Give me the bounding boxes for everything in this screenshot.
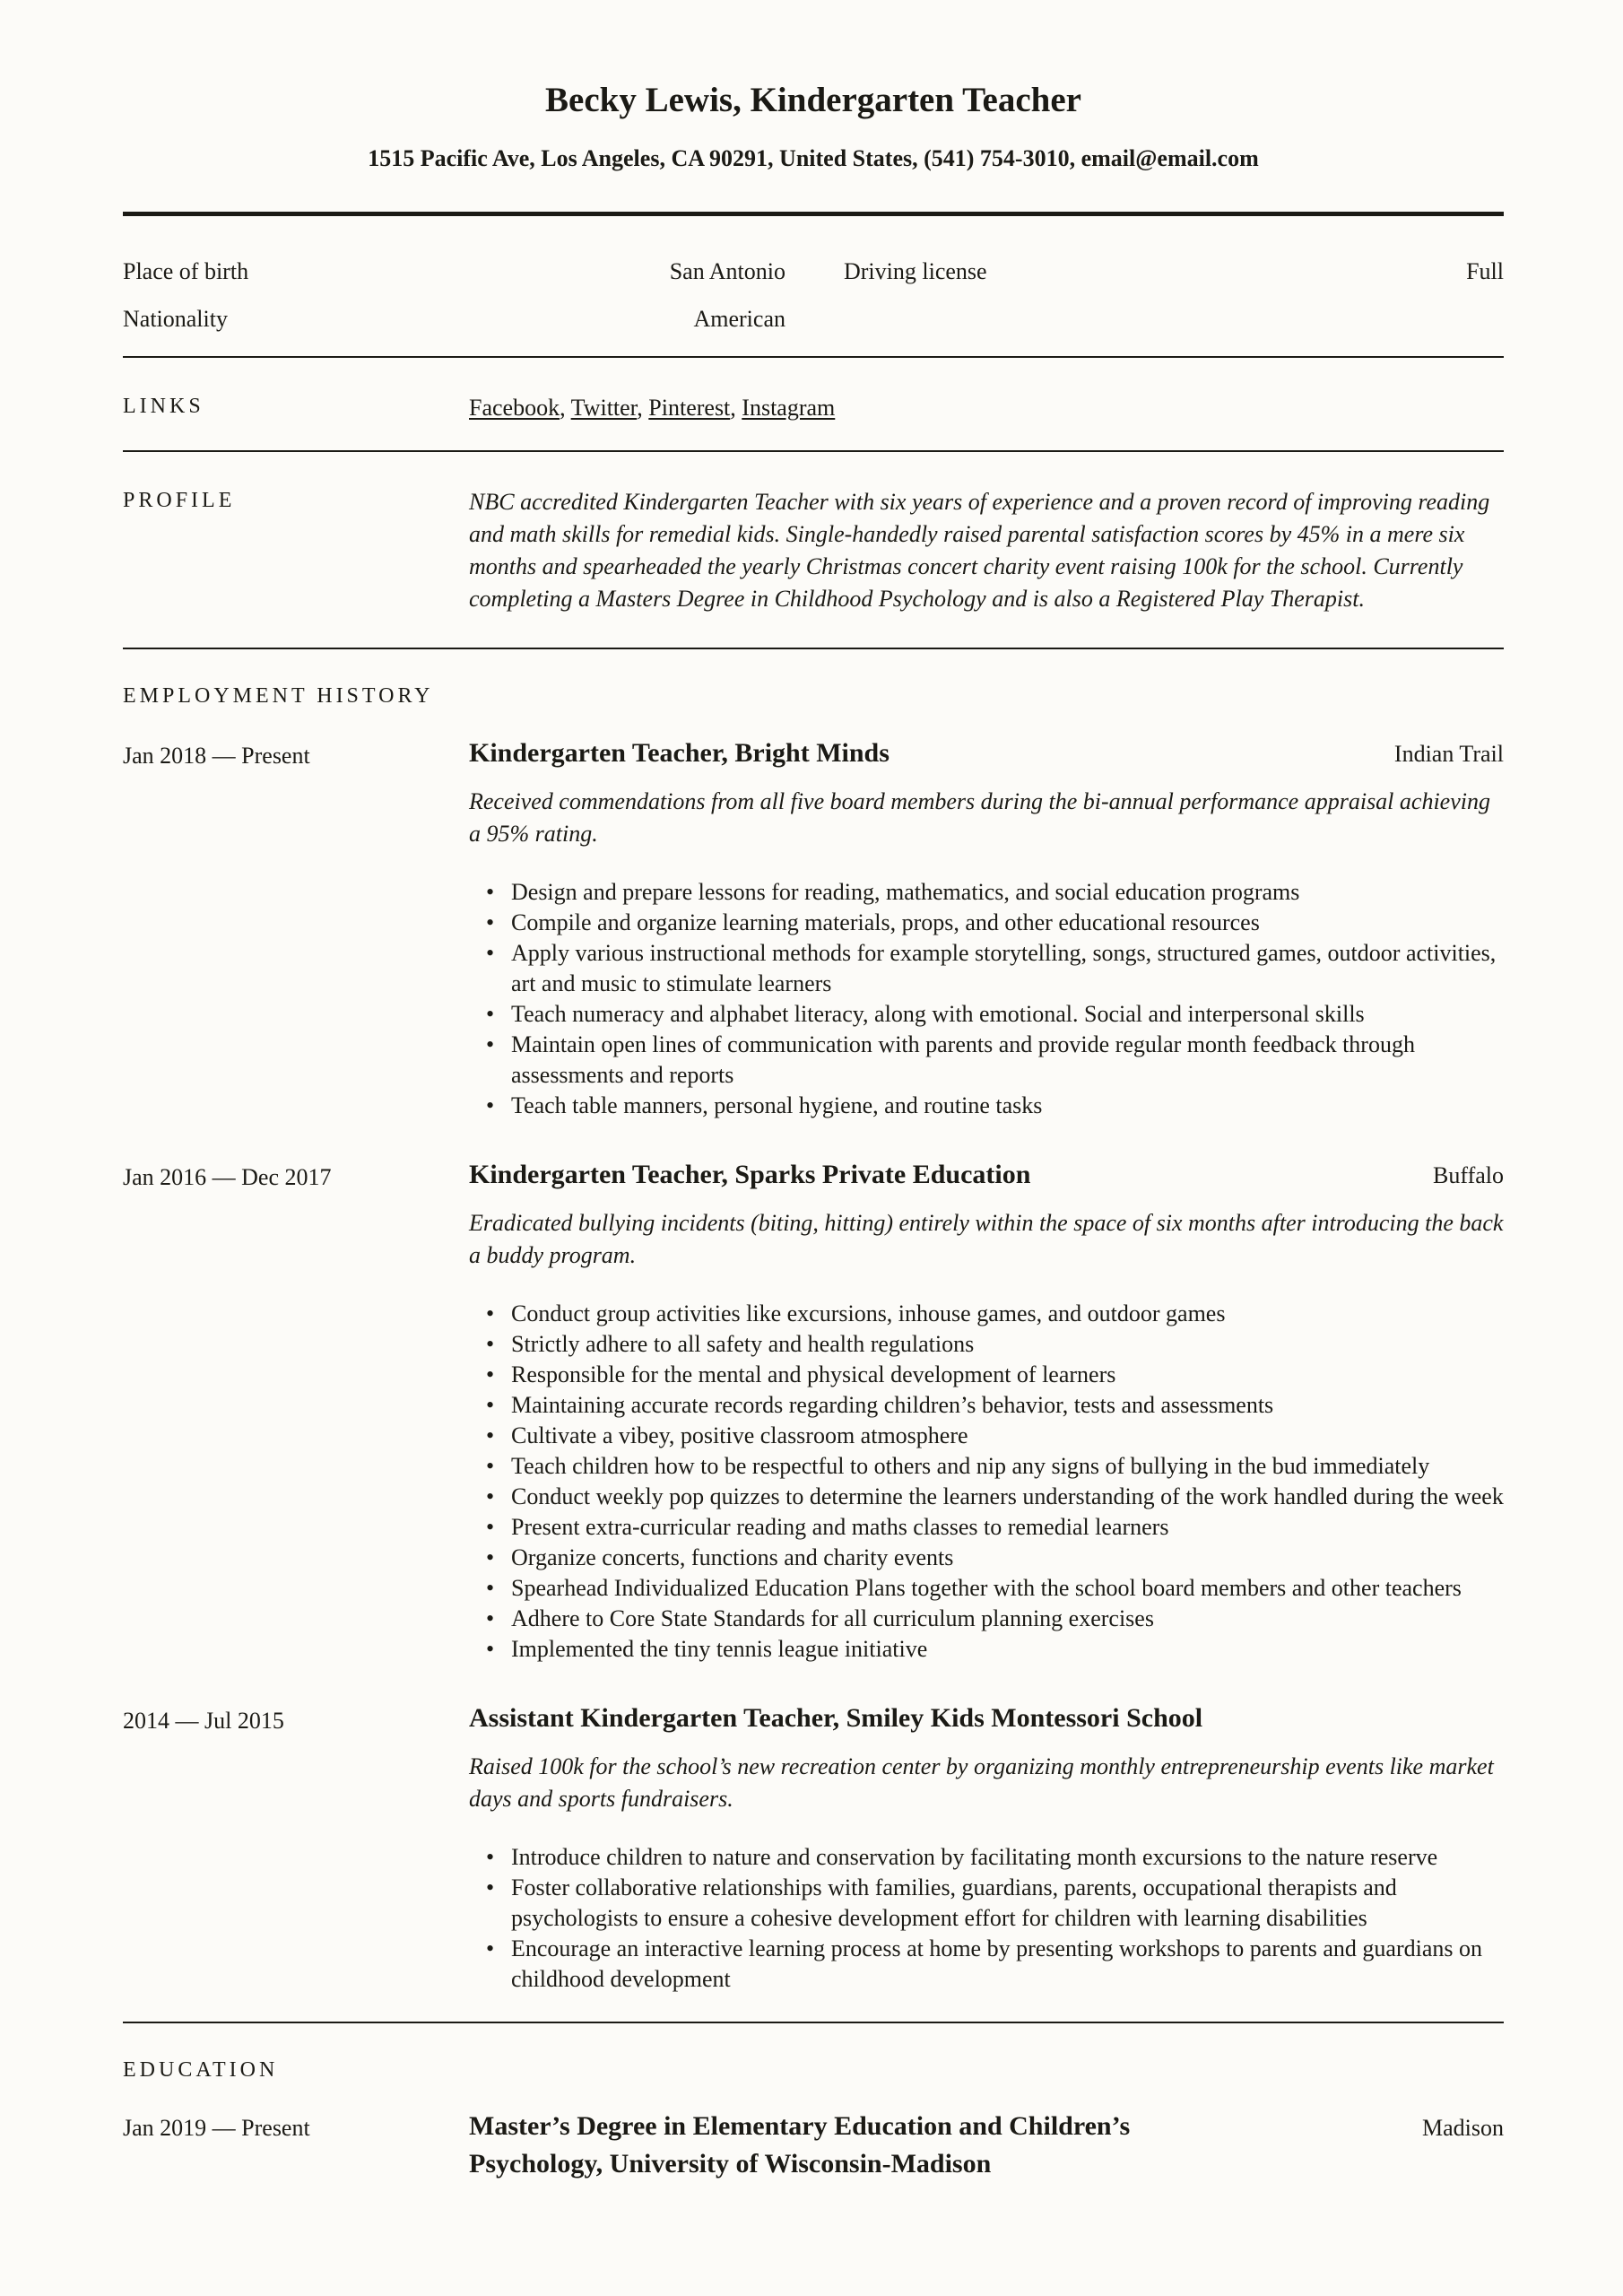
education-dates: Jan 2019 — Present [123,2115,310,2141]
resume-name: Becky Lewis, Kindergarten Teacher [545,81,1081,119]
job-bullets [469,1842,1504,1995]
job-entry [123,1157,1504,1665]
detail-label-nationality: Nationality [123,306,228,332]
job-header [469,1157,1504,1193]
bullet-item: • Teach table manners, personal hygiene, and routine tasks [511,1091,1504,1121]
job-dates: 2014 — Jul 2015 [123,1708,284,1734]
link-pinterest[interactable]: Pinterest [648,395,731,421]
job-summary: Raised 100k for the school’s new recreation center by organizing monthly entrepreneurship events like market days and sports fundraisers. [469,1753,1494,1812]
detail-label-driving-license: Driving license [844,258,987,284]
profile-section [123,452,1504,648]
bullet-item: • Design and prepare lessons for reading, mathematics, and social education programs [511,877,1504,908]
bullet-item: • Introduce children to nature and conservation by facilitating month excursions to the nature reserve [511,1842,1504,1873]
job-dates: Jan 2018 — Present [123,743,310,769]
bullet-item: • Teach children how to be respectful to others and nip any signs of bullying in the bud immediately [511,1451,1504,1482]
job-entry [123,1700,1504,1995]
detail-value-driving-license: Full [1466,258,1504,284]
job-title: Assistant Kindergarten Teacher, Smiley Kids Montessori School [469,1703,1203,1733]
links-section [123,358,1504,450]
link-instagram[interactable]: Instagram [742,395,836,421]
employment-section [123,649,1504,2022]
bullet-item: • Conduct group activities like excursions, inhouse games, and outdoor games [511,1299,1504,1329]
job-bullets [469,877,1504,1121]
details-section [123,216,1504,356]
detail-value-place-of-birth: San Antonio [669,258,785,284]
education-header [469,2108,1504,2183]
links-heading: LINKS [123,395,204,418]
bullet-item: • Implemented the tiny tennis league initiative [511,1634,1504,1665]
education-location: Madison [1422,2115,1504,2141]
bullet-item: • Cultivate a vibey, positive classroom atmosphere [511,1421,1504,1451]
bullet-item: • Spearhead Individualized Education Plans together with the school board members and other teachers [511,1573,1504,1604]
job-summary: Received commendations from all five board members during the bi-annual performance appraisal achieving a 95% rating. [469,788,1490,847]
link-facebook[interactable]: Facebook [469,395,560,421]
link-separator: , [637,395,649,421]
education-title: Master’s Degree in Elementary Education and Children’s Psychology, University of Wisconsin-Madison [469,2111,1131,2179]
job-title: Kindergarten Teacher, Bright Minds [469,738,890,768]
job-dates: Jan 2016 — Dec 2017 [123,1164,332,1190]
contact-line: 1515 Pacific Ave, Los Angeles, CA 90291, United States, (541) 754-3010, email@email.com [368,145,1259,171]
detail-label-place-of-birth: Place of birth [123,258,249,284]
job-title: Kindergarten Teacher, Sparks Private Education [469,1160,1031,1189]
link-separator: , [730,395,742,421]
job-location: Buffalo [1433,1162,1504,1188]
bullet-item: • Teach numeracy and alphabet literacy, along with emotional. Social and interpersonal skills [511,999,1504,1030]
link-separator: , [560,395,571,421]
bullet-item: • Maintaining accurate records regarding children’s behavior, tests and assessments [511,1390,1504,1421]
bullet-item: • Compile and organize learning materials, props, and other educational resources [511,908,1504,938]
job-location: Indian Trail [1393,741,1504,767]
job-header [469,735,1504,771]
profile-text: NBC accredited Kindergarten Teacher with six years of experience and a proven record of improving reading and math skills for remedial kids. Single-handedly raised parental satisfaction scores by 45% in a mere six months and spearheaded the yearly Christmas concert charity event raising 100k for the school. Currently completing a Masters Degree in Childhood Psychology and is also a Registered Play Therapist. [469,489,1490,612]
bullet-item: • Apply various instructional methods for example storytelling, songs, structured games, outdoor activities, art and music to stimulate learners [511,938,1504,999]
detail-label-empty [785,303,1171,335]
education-heading: EDUCATION [123,2058,279,2082]
bullet-item: • Responsible for the mental and physical development of learners [511,1360,1504,1390]
bullet-item: • Maintain open lines of communication with parents and provide regular month feedback through assessments and reports [511,1030,1504,1091]
job-header [469,1700,1504,1736]
education-section [123,2023,1504,2183]
profile-heading: PROFILE [123,489,236,512]
job-summary: Eradicated bullying incidents (biting, hitting) entirely within the space of six months after introducing the back a buddy program. [469,1210,1504,1268]
bullet-item: • Present extra-curricular reading and maths classes to remedial learners [511,1512,1504,1543]
bullet-item: • Strictly adhere to all safety and health regulations [511,1329,1504,1360]
detail-value-nationality: American [693,306,785,332]
detail-value-empty [1171,303,1504,335]
bullet-item: • Adhere to Core State Standards for all curriculum planning exercises [511,1604,1504,1634]
links-line [469,392,1504,423]
link-twitter[interactable]: Twitter [570,395,638,421]
job-entry [123,735,1504,1121]
bullet-item: • Foster collaborative relationships with families, guardians, parents, occupational therapists and psychologists to ensure a cohesive development effort for children with learning disabilities [511,1873,1504,1934]
bullet-item: • Encourage an interactive learning process at home by presenting workshops to parents and guardians on childhood development [511,1934,1504,1995]
employment-heading: EMPLOYMENT HISTORY [123,684,434,708]
job-bullets [469,1299,1504,1665]
bullet-item: • Organize concerts, functions and charity events [511,1543,1504,1573]
bullet-item: • Conduct weekly pop quizzes to determine the learners understanding of the work handled during the week [511,1482,1504,1512]
education-entry [123,2108,1504,2183]
